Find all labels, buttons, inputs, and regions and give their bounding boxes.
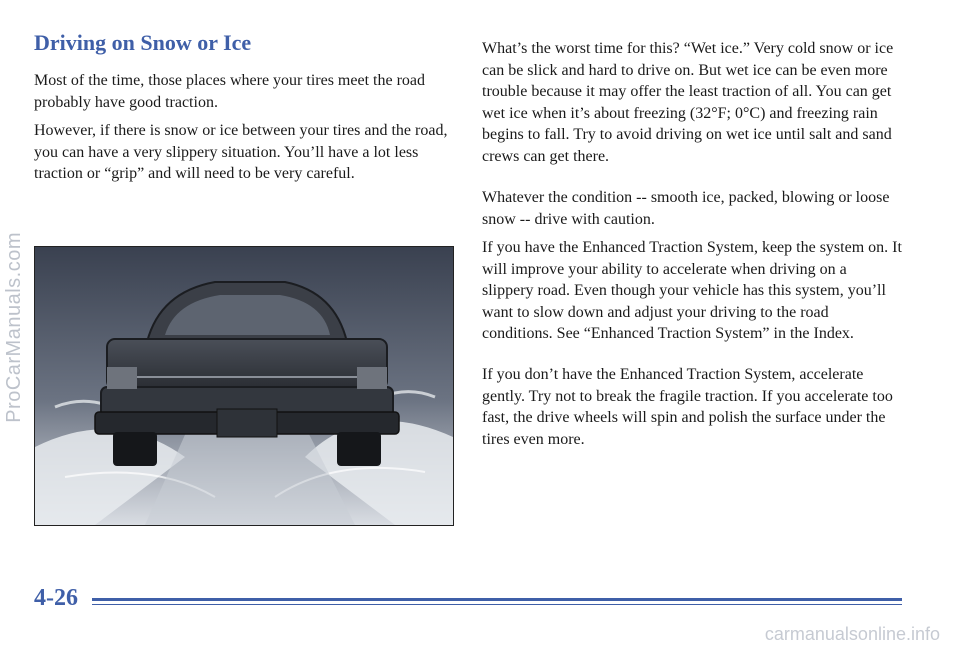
page-number: 4-26 — [34, 585, 78, 611]
paragraph-traction-system: If you have the Enhanced Traction System, keep the system on. It will improve your ability to accelerate when driving on a slippery road. Even though your vehicle has this system, you’ll want to slow down and adjust your driving to the road conditions. See “Enhanced Traction System” in the Index. — [482, 239, 902, 342]
paragraph-caution: Whatever the condition -- smooth ice, packed, blowing or loose snow -- drive with caution. — [482, 189, 890, 228]
section-heading: Driving on Snow or Ice — [34, 30, 252, 55]
paragraph-no-traction-system: If you don’t have the Enhanced Traction System, accelerate gently. Try not to break the fragile traction. If you accelerate too fast, the drive wheels will spin and polish the surface under the tires even more. — [482, 366, 893, 448]
car-on-snow-illustration — [34, 246, 454, 526]
paragraph-traction: Most of the time, those places where your tires meet the road probably have good traction. — [34, 72, 425, 111]
footer-rule — [92, 598, 902, 601]
car-rear-drawing — [35, 247, 453, 525]
paragraph-wet-ice: What’s the worst time for this? “Wet ice.” Very cold snow or ice can be slick and hard to drive on. But wet ice can be even more trouble because it may offer the least traction of all. You can get wet ice when it’s about freezing (32°F; 0°C) and freezing rain begins to fall. Try to avoid driving on wet ice until salt and sand crews can get there. — [482, 40, 894, 165]
bottom-watermark: carmanualsonline.info — [764, 624, 940, 644]
footer-rule-thin — [92, 604, 902, 605]
side-watermark: ProCarManuals.com — [3, 232, 25, 423]
paragraph-slippery: However, if there is snow or ice between your tires and the road, you can have a very slippery situation. You’ll have a lot less traction or “grip” and will need to be very careful. — [34, 122, 448, 182]
